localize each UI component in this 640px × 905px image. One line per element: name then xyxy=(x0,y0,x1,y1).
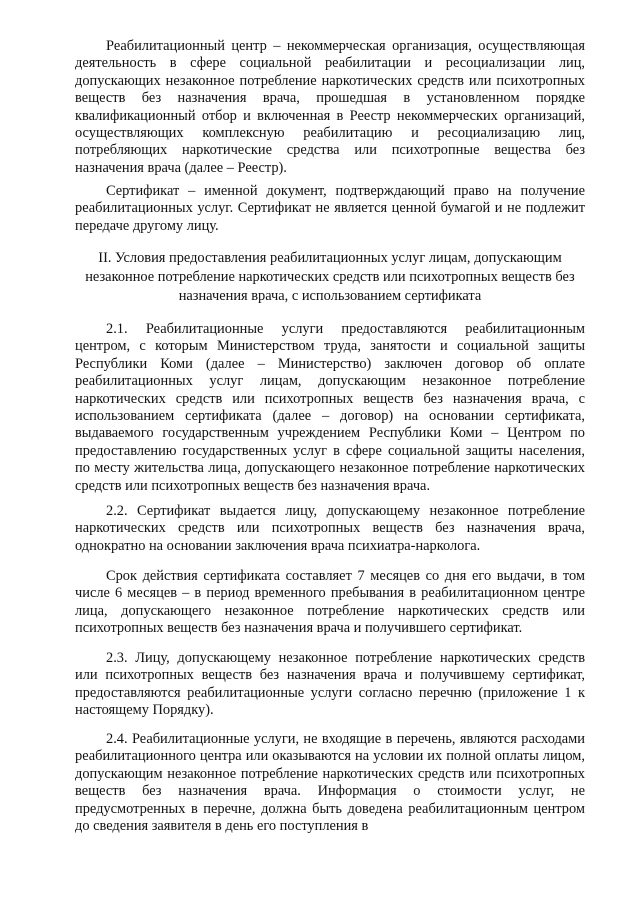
paragraph-2-4: 2.4. Реабилитационные услуги, не входящие в перечень, являются расходами реабилитационного центра или оказываются на условии их полной оплаты лицом, допускающим незаконное потребление наркотических средств или психотропных веществ без назначения врача. Информация о стоимости услуг, не предусмотренных в перечне, должна быть доведена реабилитационным центром до сведения заявителя в день его поступления в xyxy=(75,731,585,835)
section-heading-line-2: незаконное потребление наркотических средств или психотропных веществ без xyxy=(85,269,575,285)
section-heading-line-3: назначения врача, с использованием сертификата xyxy=(178,288,482,304)
paragraph-2-2: 2.2. Сертификат выдается лицу, допускающему незаконное потребление наркотических средств или психотропных веществ без назначения врача, однократно на основании заключения врача психиатра-нарколога. xyxy=(75,503,585,554)
paragraph-2-1: 2.1. Реабилитационные услуги предоставляются реабилитационным центром, с которым Министерством труда, занятости и социальной защиты Республики Коми (далее – Министерство) заключен договор об оплате реабилитационных услуг лицам, допускающим незаконное потребление наркотических средств или психотропных веществ без назначения врача, с использованием сертификата (далее – договор) на основании сертификата, выдаваемого государственным учреждением Республики Коми – Центром по предоставлению государственных услуг в сфере социальной защиты населения, по месту жительства лица, допускающего незаконное потребление наркотических средств или психотропных веществ без назначения врача. xyxy=(75,321,585,494)
paragraph-certificate-definition: Сертификат – именной документ, подтверждающий право на получение реабилитационных услуг. Сертификат не является ценной бумагой и не подлежит передаче другому лицу. xyxy=(75,183,585,234)
paragraph-certificate-validity: Срок действия сертификата составляет 7 месяцев со дня его выдачи, в том числе 6 месяцев – в период временного пребывания в реабилитационном центре лица, допускающего незаконное потребление наркотических средств или психотропных веществ без назначения врача и получившего сертификат. xyxy=(75,568,585,637)
section-heading-line-1: II. Условия предоставления реабилитационных услуг лицам, допускающим xyxy=(98,250,562,266)
paragraph-rehab-center-definition: Реабилитационный центр – некоммерческая организация, осуществляющая деятельность в сфере социальной реабилитации и ресоциализации лиц, допускающих незаконное потребление наркотических средств или психотропных веществ без назначения врача, прошедшая в установленном порядке квалификационный отбор и включенная в Реестр некоммерческих организаций, осуществляющих комплексную реабилитацию и ресоциализацию лиц, потребляющих наркотические средства или психотропные вещества без назначения врача (далее – Реестр). xyxy=(75,38,585,176)
paragraph-2-3: 2.3. Лицу, допускающему незаконное потребление наркотических средств или психотропных веществ без назначения врача и получившему сертификат, предоставляются реабилитационные услуги согласно перечню (приложение 1 к настоящему Порядку). xyxy=(75,650,585,719)
section-heading xyxy=(75,249,585,306)
